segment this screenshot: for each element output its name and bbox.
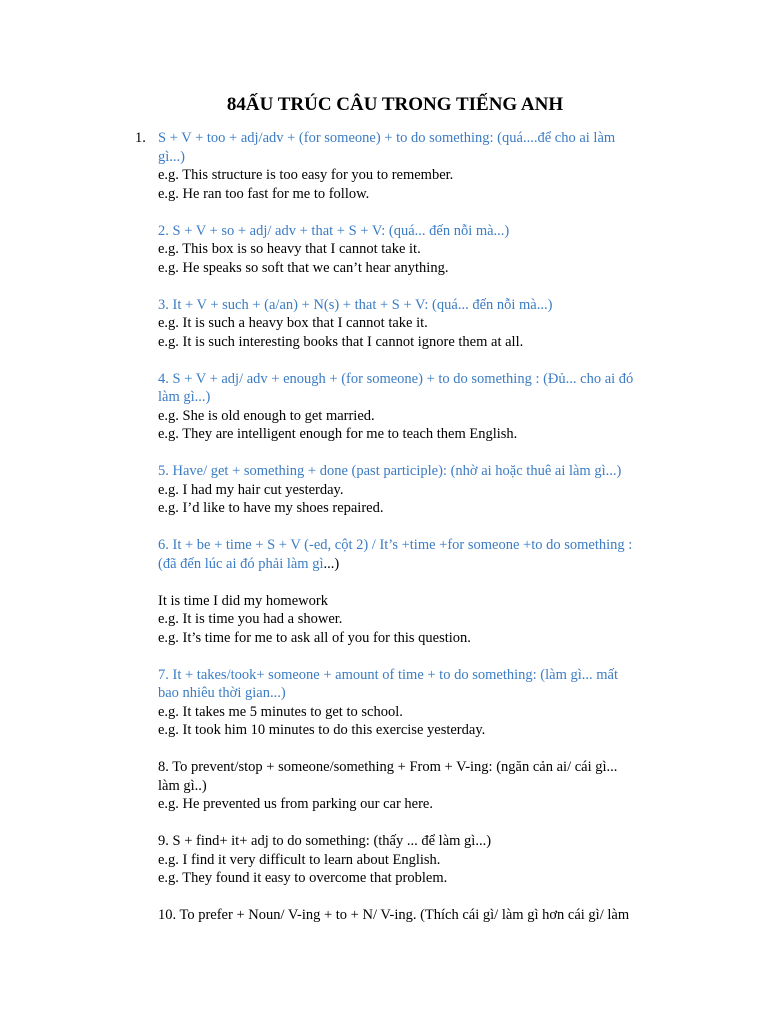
example-line: e.g. It’s time for me to ask all of you for this question.	[158, 629, 471, 646]
example-line: e.g. It takes me 5 minutes to get to school.	[158, 703, 403, 720]
section-8	[158, 758, 658, 814]
example-line: e.g. He speaks so soft that we can’t hear anything.	[158, 259, 449, 276]
section-heading: làm gì..)	[158, 777, 207, 794]
section-heading: 5. Have/ get + something + done (past participle): (nhờ ai hoặc thuê ai làm gì...)	[158, 463, 622, 479]
section-heading-tail-blue: (đã đến lúc ai đó phải làm gì	[158, 555, 324, 572]
example-line: e.g. I had my hair cut yesterday.	[158, 481, 344, 498]
section-heading: gì...)	[158, 148, 185, 165]
section-heading-tail-black: ...)	[323, 555, 340, 572]
section-9	[158, 832, 658, 888]
example-line: e.g. He prevented us from parking our car here.	[158, 796, 433, 812]
document-body	[135, 129, 658, 943]
section-heading: 2. S + V + so + adj/ adv + that + S + V: (quá... đến nỗi mà...)	[158, 222, 510, 239]
section-3	[158, 296, 658, 352]
section-1	[135, 129, 658, 203]
example-line: e.g. He ran too fast for me to follow.	[158, 185, 370, 202]
example-line: e.g. This box is so heavy that I cannot take it.	[158, 241, 421, 257]
section-heading: làm gì...)	[158, 389, 211, 405]
section-heading: 3. It + V + such + (a/an) + N(s) + that + S + V: (quá... đến nỗi mà...)	[158, 296, 553, 313]
example-line: It is time I did my homework	[158, 592, 328, 609]
example-line: e.g. She is old enough to get married.	[158, 407, 375, 424]
section-heading: 9. S + find+ it+ adj to do something: (thấy ... để làm gì...)	[158, 833, 492, 849]
example-line: e.g. This structure is too easy for you to remember.	[158, 167, 454, 183]
section-heading: 10. To prefer + Noun/ V-ing + to + N/ V-ing. (Thích cái gì/ làm gì hơn cái gì/ làm	[158, 907, 630, 923]
section-heading: 6. It + be + time + S + V (-ed, cột 2) / It’s +time +for someone +to do something :	[158, 537, 633, 553]
section-2	[158, 222, 658, 278]
example-line: e.g. I find it very difficult to learn about English.	[158, 851, 441, 868]
section-heading-tail	[158, 555, 658, 574]
list-number: 1.	[135, 130, 146, 146]
example-line: e.g. It is such interesting books that I cannot ignore them at all.	[158, 333, 524, 350]
example-line: e.g. They are intelligent enough for me to teach them English.	[158, 426, 518, 442]
section-heading: bao nhiêu thời gian...)	[158, 685, 286, 701]
example-line: e.g. It took him 10 minutes to do this exercise yesterday.	[158, 722, 486, 738]
section-7	[158, 666, 658, 740]
section-heading: 8. To prevent/stop + someone/something + From + V-ing: (ngăn cản ai/ cái gì...	[158, 759, 618, 775]
section-6-examples	[158, 592, 658, 648]
example-line: e.g. I’d like to have my shoes repaired.	[158, 500, 384, 516]
section-10	[158, 906, 658, 925]
section-heading: 4. S + V + adj/ adv + enough + (for someone) + to do something : (Đủ... cho ai đó	[158, 370, 634, 387]
section-heading: 7. It + takes/took+ someone + amount of time + to do something: (làm gì... mất	[158, 666, 618, 683]
example-line: e.g. It is such a heavy box that I cannot take it.	[158, 315, 428, 331]
example-line: e.g. It is time you had a shower.	[158, 611, 343, 627]
section-4	[158, 370, 658, 444]
section-5	[158, 462, 658, 518]
example-line: e.g. They found it easy to overcome that problem.	[158, 870, 448, 886]
section-6	[158, 536, 658, 573]
document-title: 84ẤU TRÚC CÂU TRONG TIẾNG ANH	[226, 94, 564, 115]
section-heading: S + V + too + adj/adv + (for someone) + to do something: (quá....để cho ai làm	[158, 130, 616, 146]
